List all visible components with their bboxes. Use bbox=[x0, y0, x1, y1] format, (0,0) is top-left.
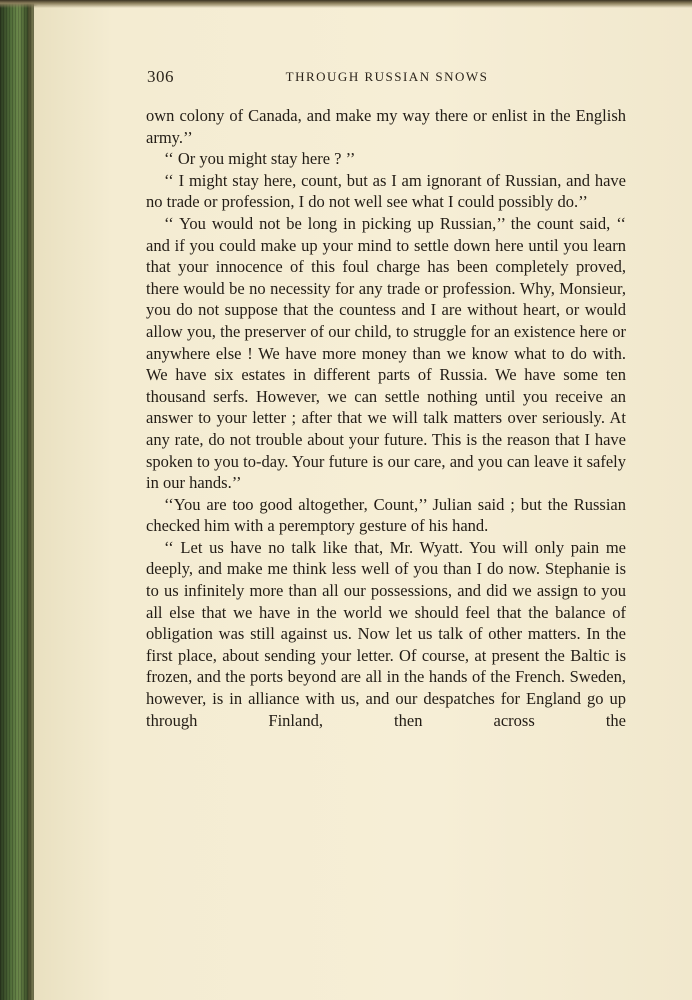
paragraph: ‘‘You are too good altogether, Count,’’ Julian said ; but the Russian checked him with a peremptory gesture of his hand. bbox=[146, 494, 626, 536]
page-top-edge bbox=[0, 0, 692, 8]
paragraph: ‘‘ Let us have no talk like that, Mr. Wyatt. You will only pain me deeply, and make me think less well of you than I do now. Stephanie is to us infinitely more than all our possessions, and did we assign to you all else that we have in the world we should feel that the balance of obligation was still against us. Now let us talk of other matters. In the first place, about sending your letter. Of course, at present the Baltic is frozen, and the ports beyond are all in the hands of the French. Sweden, however, is in alliance with us, and our despatches for England go up through Finland, then across the bbox=[146, 537, 626, 730]
paragraph: own colony of Canada, and make my way there or enlist in the English army.’’ bbox=[146, 106, 626, 147]
page-header bbox=[147, 67, 627, 91]
paragraph: ‘‘ You would not be long in picking up Russian,’’ the count said, ‘‘ and if you could make up your mind to settle down here until you learn that your innocence of this foul charge has been completely proved, there would be no necessity for any trade or profession. Why, Monsieur, you do not suppose that the countess and I are without heart, or would allow you, the preserver of our child, to struggle for an existence here or anywhere else ! We have more money than we know what to do with. We have six estates in different parts of Russia. We have some ten thousand serfs. However, we can settle nothing until you receive an answer to your letter ; after that we will talk matters over seriously. At any rate, do not trouble about your future. This is the reason that I have spoken to you to-day. Your future is our care, and you can leave it safely in our hands.’’ bbox=[146, 213, 626, 493]
page-number: 306 bbox=[147, 67, 174, 86]
paragraph: ‘‘ I might stay here, count, but as I am ignorant of Russian, and have no trade or profession, I do not well see what I could possibly do.’’ bbox=[146, 170, 626, 212]
body-text bbox=[146, 105, 626, 731]
paragraph: ‘‘ Or you might stay here ? ’’ bbox=[164, 149, 356, 169]
running-title: THROUGH RUSSIAN SNOWS bbox=[285, 69, 489, 84]
